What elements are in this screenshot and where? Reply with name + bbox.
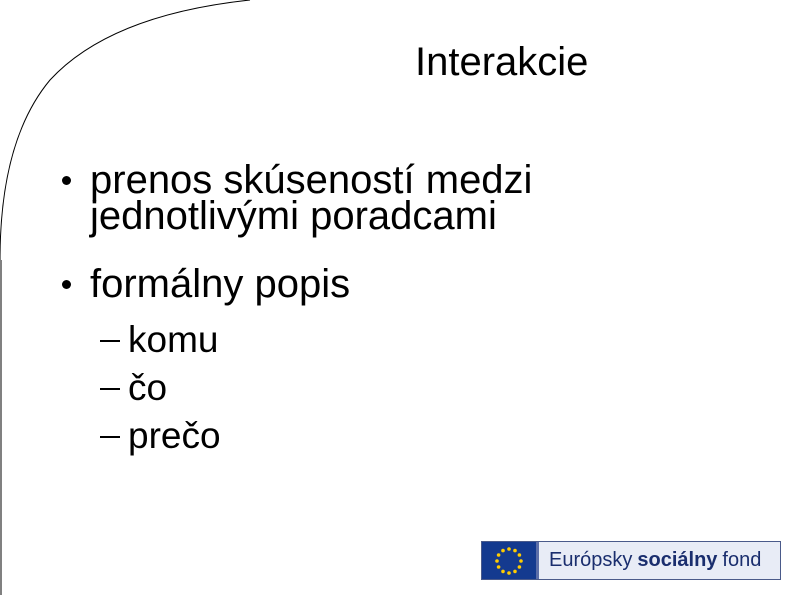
esf-logo [481, 541, 781, 580]
subbullet-text: prečo [128, 415, 221, 456]
bullet-item-1 [62, 158, 682, 238]
bullet-text: formálny popis [90, 262, 351, 306]
bullet-dot-icon [62, 280, 71, 289]
logo-word-3: fond [722, 549, 762, 571]
dash-icon [100, 388, 120, 390]
bullet-dot-icon [62, 176, 71, 185]
logo-word-1: Európsky [549, 549, 633, 571]
eu-flag-icon [482, 542, 536, 579]
bullet-text [90, 158, 533, 238]
subbullet-text: čo [128, 367, 168, 408]
dash-icon [100, 436, 120, 438]
esf-logo-text [539, 542, 780, 579]
bullet-item-2 [62, 262, 682, 306]
bullet-line-2: jednotlivými poradcami [90, 194, 497, 238]
subbullet-text: komu [128, 319, 219, 360]
dash-icon [100, 340, 120, 342]
logo-word-2: sociálny [637, 549, 718, 571]
slide-title: Interakcie [415, 40, 589, 84]
bullet-line-1: prenos skúseností medzi [90, 158, 533, 202]
eu-stars-circle [489, 544, 529, 578]
